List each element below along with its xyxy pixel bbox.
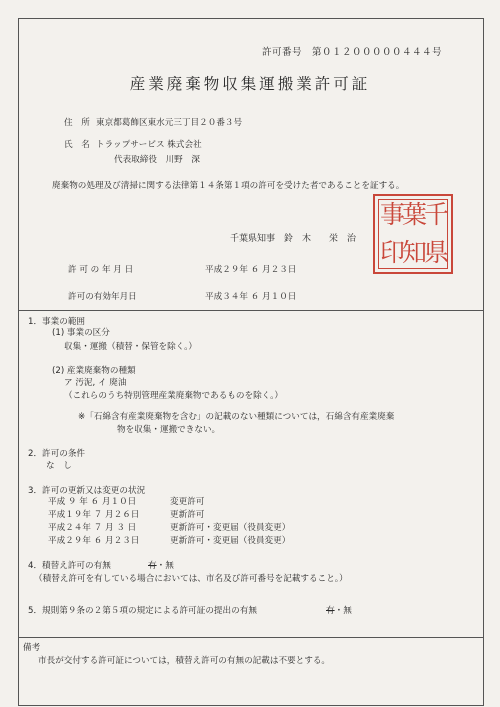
section-1-2-note: （これらのうち特別管理産業廃棄物であるものを除く。） — [64, 391, 283, 401]
asbestos-note-line-1: ※「石綿含有産業廃棄物を含む」の記載のない種類については，石綿含有産業廃棄 — [78, 412, 395, 422]
history-date: 平成２４年 ７ 月 ３ 日 — [48, 523, 137, 533]
history-event: 変更許可 — [170, 497, 205, 507]
section-3-title: 3．許可の更新又は変更の状況 — [28, 486, 146, 496]
company-name: トラップサービス 株式会社 — [96, 140, 202, 150]
section-4-yes: 有 — [148, 561, 157, 571]
expiry-date-label: 許可の有効年月日 — [68, 292, 137, 302]
history-date: 平成２９年 ６ 月２３日 — [48, 536, 140, 546]
address-value: 東京都葛飾区東水元三丁目２０番３号 — [96, 118, 243, 128]
history-date: 平成１９年 ７ 月２６日 — [48, 510, 140, 520]
history-event: 更新許可・変更届（役員変更） — [170, 523, 291, 533]
section-5-title: 5．規則第９条の２第５項の規定による許可証の提出の有無 — [28, 606, 257, 616]
divider — [18, 310, 484, 311]
section-5-yes: 有 — [326, 606, 335, 616]
section-5-separator: ・ — [334, 606, 344, 616]
section-5-choice — [326, 606, 352, 617]
permit-date: 平成２９年 ６ 月２３日 — [205, 265, 297, 275]
representative-name: 代表取締役 川野 深 — [114, 155, 200, 165]
document-title: 産業廃棄物収集運搬業許可証 — [129, 75, 371, 93]
section-4-separator: ・ — [156, 561, 166, 571]
name-label: 氏 名 — [64, 140, 90, 150]
section-2-value: な し — [46, 461, 72, 471]
remarks-label: 備考 — [23, 643, 41, 653]
section-4-note: （積替え許可を有している場合においては、市名及び許可番号を記載すること。） — [34, 574, 348, 584]
seal-char: 知 — [402, 238, 428, 267]
expiry-date: 平成３４年 ６ 月１０日 — [205, 292, 297, 302]
section-1-1-value: 収集・運搬（積替・保管を除く。） — [64, 342, 198, 352]
seal-char: 千 — [424, 200, 450, 229]
section-1-2-value: ア 汚泥, イ 廃油 — [64, 378, 127, 388]
address-label: 住 所 — [64, 118, 90, 128]
official-seal — [373, 194, 453, 274]
seal-char: 葉 — [402, 200, 428, 229]
history-event: 更新許可・変更届（役員変更） — [170, 536, 291, 546]
section-2-title: 2．許可の条件 — [28, 449, 86, 459]
remarks-text: 市長が交付する許可証については，積替え許可の有無の記載は不要とする。 — [38, 656, 331, 666]
section-4-title: 4．積替え許可の有無 — [28, 561, 111, 571]
remarks-divider — [18, 637, 484, 638]
seal-char: 印 — [380, 238, 406, 267]
section-1-1-heading: (1) 事業の区分 — [52, 328, 110, 338]
permit-date-label: 許 可 の 年 月 日 — [68, 265, 134, 275]
asbestos-note-line-2: 物を収集・運搬できない。 — [117, 425, 221, 435]
history-date: 平成 ９ 年 ６ 月１０日 — [48, 497, 137, 507]
section-1-title: 1．事業の範囲 — [28, 317, 86, 327]
issuer: 千葉県知事 鈴 木 栄 治 — [230, 234, 357, 244]
section-4-choice — [148, 561, 174, 572]
certification-statement: 廃棄物の処理及び清掃に関する法律第１４条第１項の許可を受けた者であることを証する。 — [52, 181, 405, 191]
section-5-no: 無 — [343, 606, 352, 616]
seal-char: 事 — [380, 200, 406, 229]
seal-char: 県 — [424, 238, 450, 267]
history-event: 更新許可 — [170, 510, 205, 520]
section-4-no: 無 — [165, 561, 174, 571]
permit-number: 許可番号 第０１２０００００４４４号 — [262, 47, 443, 58]
section-1-2-heading: (2) 産業廃棄物の種類 — [52, 366, 136, 376]
